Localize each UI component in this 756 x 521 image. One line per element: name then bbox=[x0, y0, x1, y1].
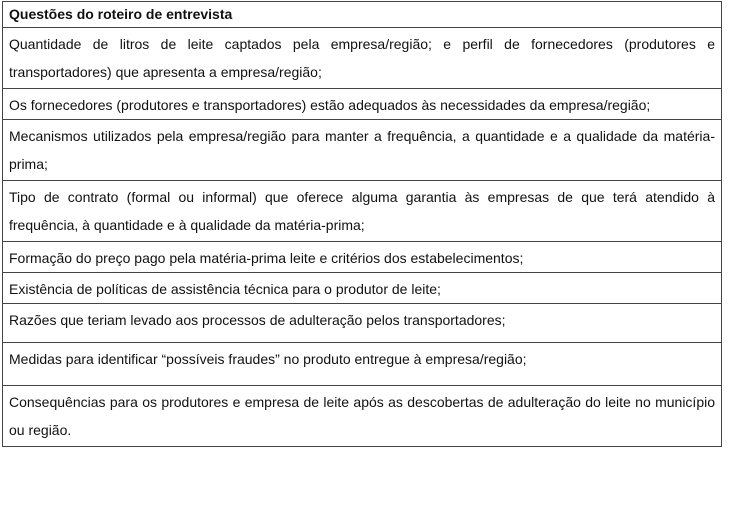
table-row bbox=[3, 386, 722, 447]
table-row bbox=[3, 273, 722, 304]
question-cell: Medidas para identificar “possíveis fraudes” no produto entregue à empresa/região; bbox=[3, 343, 722, 386]
question-cell: Consequências para os produtores e empresa de leite após as descobertas de adulteração do leite no município ou região. bbox=[3, 386, 722, 447]
table-row bbox=[3, 242, 722, 273]
table-row bbox=[3, 89, 722, 120]
table-row bbox=[3, 120, 722, 181]
question-cell: Quantidade de litros de leite captados pela empresa/região; e perfil de fornecedores (produtores e transportadores) que apresenta a empresa/região; bbox=[3, 28, 722, 89]
table-header: Questões do roteiro de entrevista bbox=[3, 2, 722, 28]
table-row bbox=[3, 181, 722, 242]
question-cell: Mecanismos utilizados pela empresa/região para manter a frequência, a quantidade e a qualidade da matéria-prima; bbox=[3, 120, 722, 181]
table-row bbox=[3, 343, 722, 386]
question-cell: Razões que teriam levado aos processos de adulteração pelos transportadores; bbox=[3, 304, 722, 343]
question-cell: Tipo de contrato (formal ou informal) que oferece alguma garantia às empresas de que terá atendido à frequência, à quantidade e à qualidade da matéria-prima; bbox=[3, 181, 722, 242]
table-row bbox=[3, 304, 722, 343]
question-cell: Formação do preço pago pela matéria-prima leite e critérios dos estabelecimentos; bbox=[3, 242, 722, 273]
interview-questions-table bbox=[2, 1, 722, 447]
table-header-row bbox=[3, 2, 722, 28]
question-cell: Os fornecedores (produtores e transportadores) estão adequados às necessidades da empresa/região; bbox=[3, 89, 722, 120]
table-row bbox=[3, 28, 722, 89]
question-cell: Existência de políticas de assistência técnica para o produtor de leite; bbox=[3, 273, 722, 304]
